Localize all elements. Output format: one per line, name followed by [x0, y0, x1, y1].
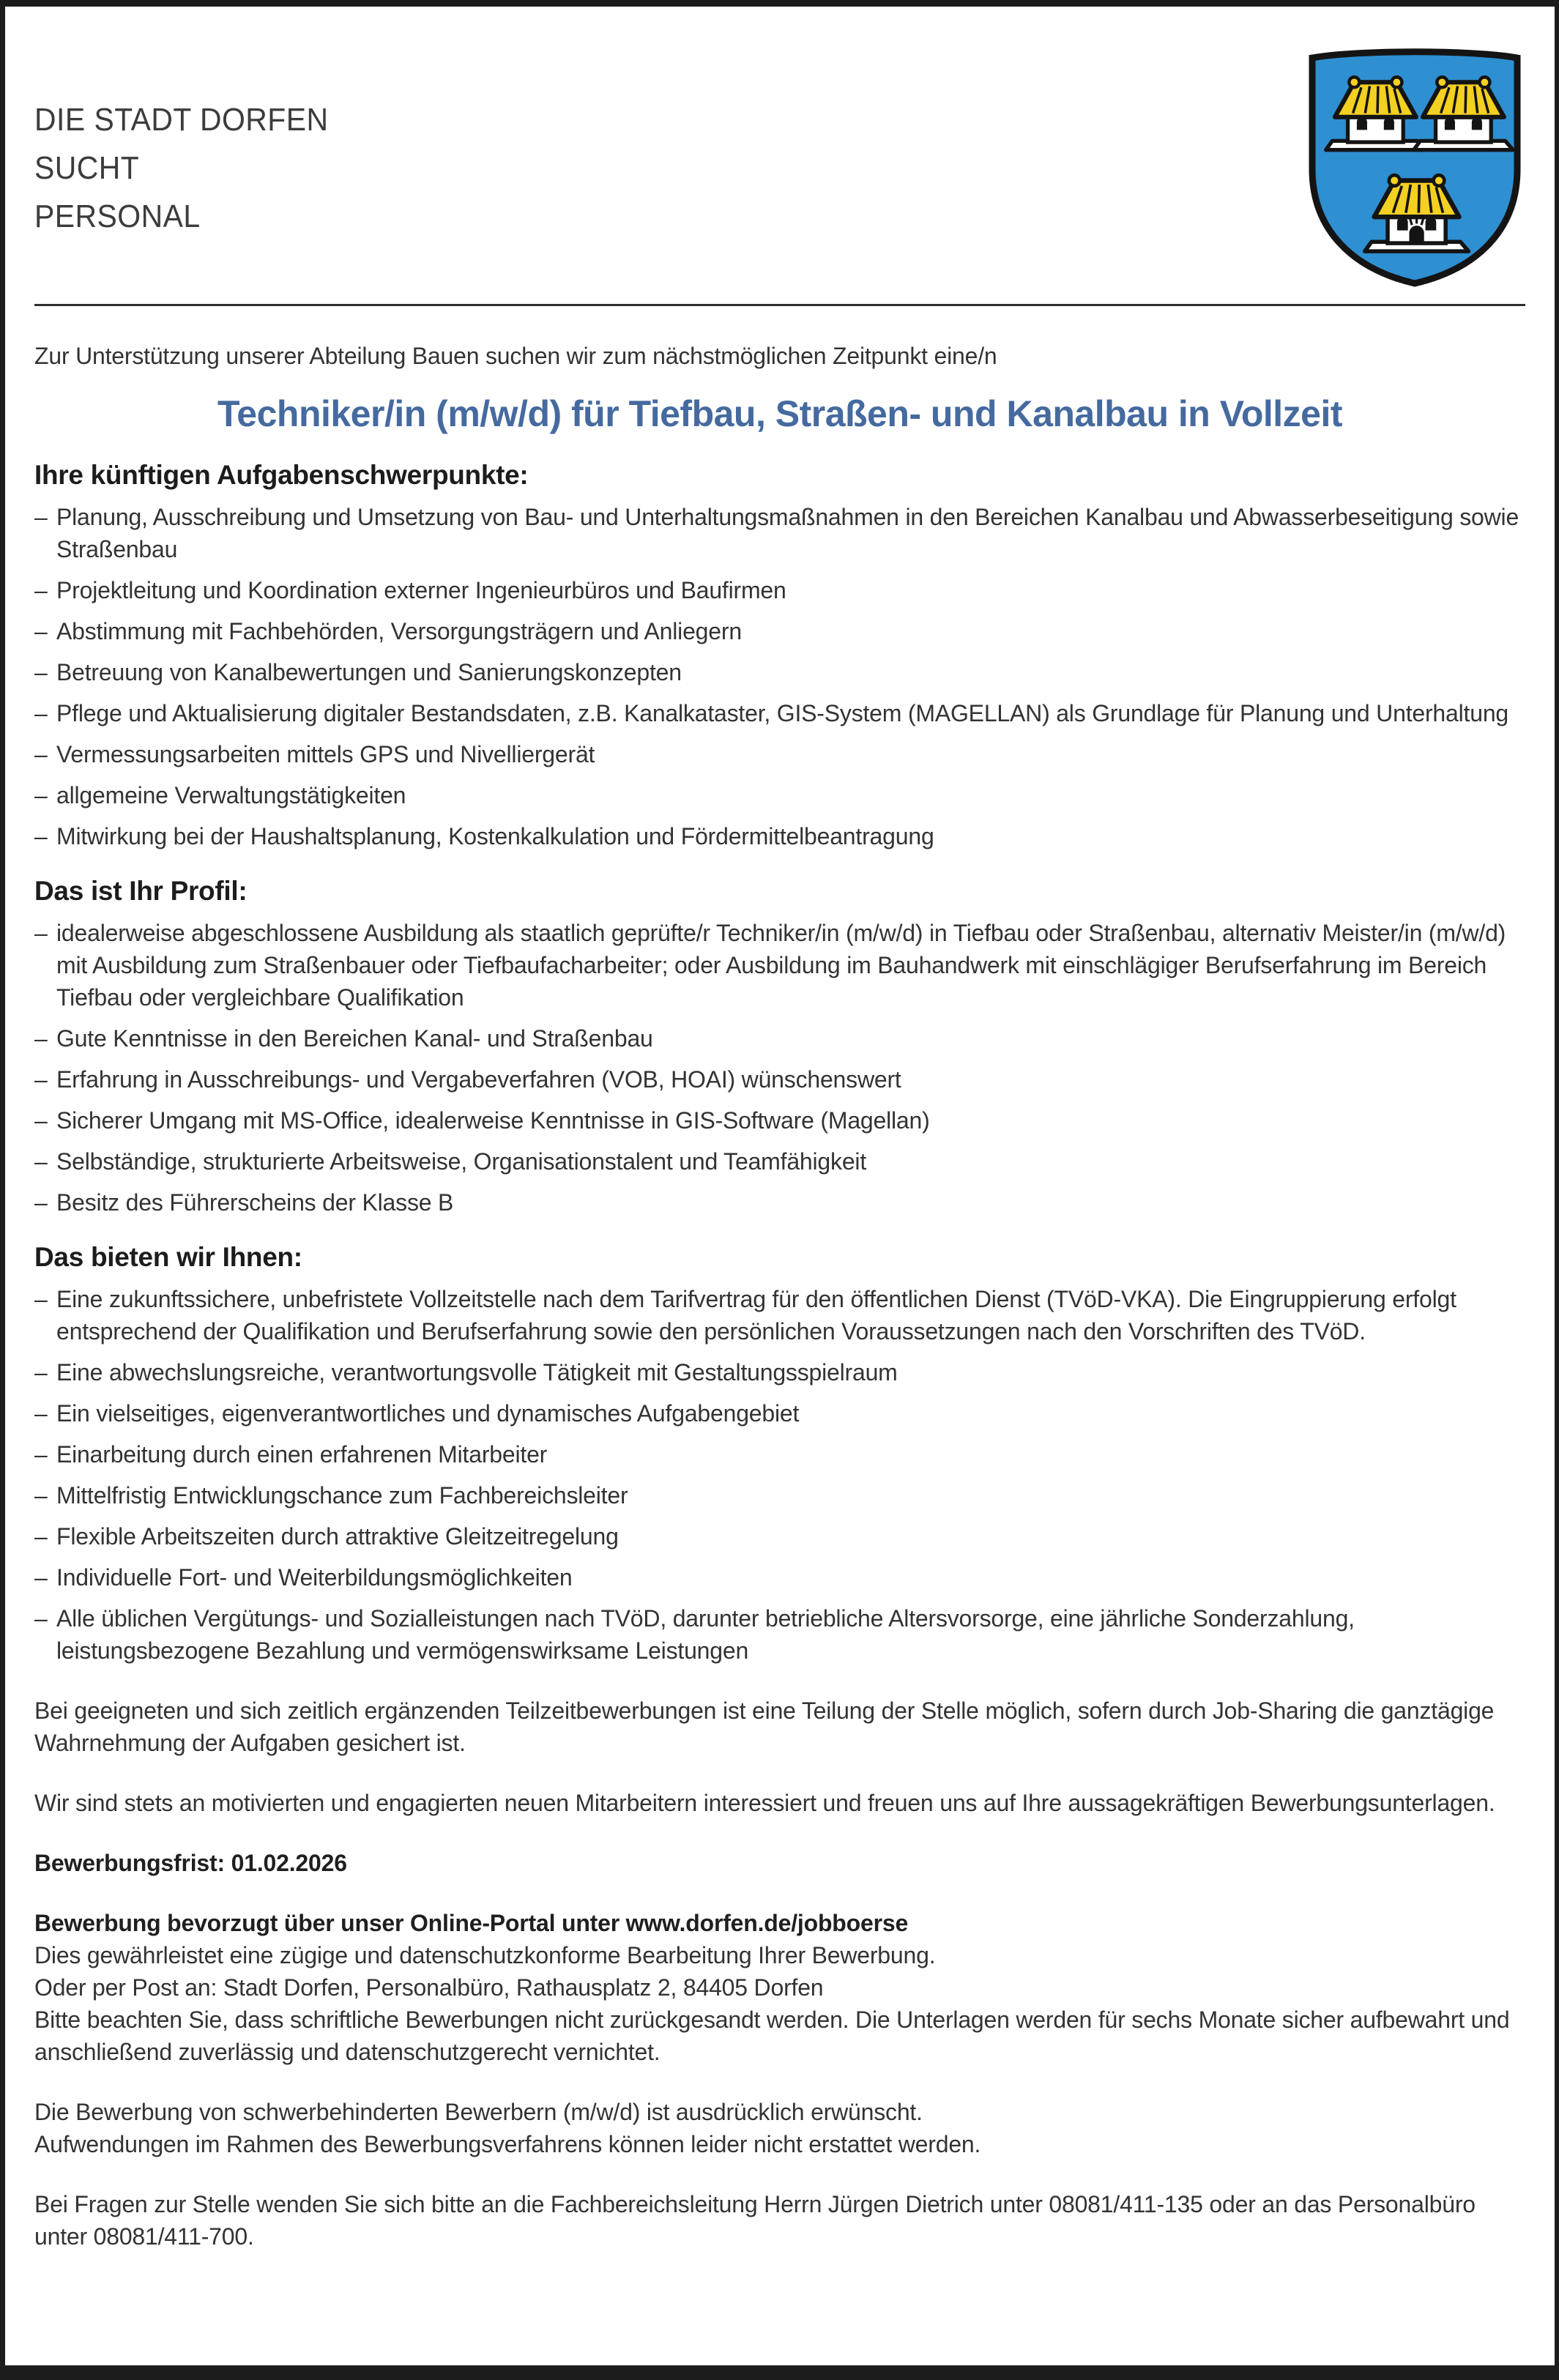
benefit-item: – Eine zukunftssichere, unbefristete Vollzeitstelle nach dem Tarifvertrag für den öffentlichen Dienst (TVöD-VKA). Die Eingruppierung erfolgt entsprechend der Qualifikation und Berufserfahrung sowie den persönlichen Voraussetzungen nach den Vorschriften des TVöD.: [34, 1283, 1525, 1347]
benefits-list: [34, 1283, 1525, 1667]
application-deadline: Bewerbungsfrist: 01.02.2026: [34, 1850, 347, 1876]
profile-item: – Selbständige, strukturierte Arbeitsweise, Organisationstalent und Teamfähigkeit: [34, 1145, 1525, 1178]
benefit-item: – Individuelle Fort- und Weiterbildungsmöglichkeiten: [34, 1561, 1525, 1594]
brand-line: SUCHT: [34, 150, 140, 186]
apply-note: Dies gewährleistet eine zügige und datenschutzkonforme Bearbeitung Ihrer Bewerbung.: [34, 1942, 936, 1968]
task-item: – Vermessungsarbeiten mittels GPS und Nivelliergerät: [34, 738, 1525, 770]
brand-line: DIE STADT DORFEN: [34, 102, 329, 138]
benefit-item: – Alle üblichen Vergütungs- und Sozialleistungen nach TVöD, darunter betriebliche Altersvorsorge, eine jährliche Sonderzahlung, leistungsbezogene Bezahlung und vermögenswirksame Leistungen: [34, 1602, 1525, 1667]
profile-item: – Sicherer Umgang mit MS-Office, idealerweise Kenntnisse in GIS-Software (Magellan): [34, 1104, 1525, 1137]
intro-text: Zur Unterstützung unserer Abteilung Bauen suchen wir zum nächstmöglichen Zeitpunkt eine/n: [34, 343, 997, 369]
task-item: – Betreuung von Kanalbewertungen und Sanierungskonzepten: [34, 656, 1525, 688]
task-item: – Projektleitung und Koordination externer Ingenieurbüros und Baufirmen: [34, 574, 1525, 606]
profile-item: – idealerweise abgeschlossene Ausbildung als staatlich geprüfte/r Techniker/in (m/w/d) in Tiefbau oder Straßenbau, alternativ Meister/in (m/w/d) mit Ausbildung zum Straßenbauer oder Tiefbaufacharbeiter; oder Ausbildung im Bauhandwerk mit einschlägiger Berufserfahrung im Bereich Tiefbau oder vergleichbare Qualifikation: [34, 917, 1525, 1014]
benefit-item: – Ein vielseitiges, eigenverantwortliches und dynamisches Aufgabengebiet: [34, 1397, 1525, 1429]
task-item: – allgemeine Verwaltungstätigkeiten: [34, 779, 1525, 811]
task-item: – Mitwirkung bei der Haushaltsplanung, Kostenkalkulation und Fördermittelbeantragung: [34, 820, 1525, 852]
brand-header: [34, 7, 1421, 241]
jobboerse-link[interactable]: www.dorfen.de/jobboerse: [625, 1910, 909, 1936]
task-item: – Abstimmung mit Fachbehörden, Versorgungsträgern und Anliegern: [34, 615, 1525, 647]
profile-item: – Besitz des Führerscheins der Klasse B: [34, 1186, 1525, 1219]
benefit-item: – Flexible Arbeitszeiten durch attraktive Gleitzeitregelung: [34, 1520, 1525, 1552]
disabled-applicants-note: Die Bewerbung von schwerbehinderten Bewerbern (m/w/d) ist ausdrücklich erwünscht.: [34, 2099, 923, 2125]
postal-address-line: Oder per Post an: Stadt Dorfen, Personalbüro, Rathausplatz 2, 84405 Dorfen: [34, 1974, 824, 2001]
interest-note: Wir sind stets an motivierten und engagierten neuen Mitarbeitern interessiert und freuen uns auf Ihre aussagekräftigen Bewerbungsunterlagen.: [34, 1790, 1495, 1816]
job-title: Techniker/in (m/w/d) für Tiefbau, Straßen- und Kanalbau in Vollzeit: [217, 393, 1343, 434]
profile-item: – Erfahrung in Ausschreibungs- und Vergabeverfahren (VOB, HOAI) wünschenswert: [34, 1063, 1525, 1096]
brand-line: PERSONAL: [34, 198, 201, 234]
apply-online-line: [34, 1907, 1525, 1939]
section-heading-benefits: Das bieten wir Ihnen:: [34, 1242, 302, 1272]
tasks-list: [34, 501, 1525, 852]
profile-item: – Gute Kenntnisse in den Bereichen Kanal- und Straßenbau: [34, 1022, 1525, 1055]
expenses-note: Aufwendungen im Rahmen des Bewerbungsverfahrens können leider nicht erstattet werden.: [34, 2131, 981, 2157]
section-heading-tasks: Ihre künftigen Aufgabenschwerpunkte:: [34, 460, 529, 490]
section-heading-profile: Das ist Ihr Profil:: [34, 876, 248, 906]
apply-online-prefix: Bewerbung bevorzugt über unser Online-Portal unter: [34, 1910, 626, 1936]
task-item: – Pflege und Aktualisierung digitaler Bestandsdaten, z.B. Kanalkataster, GIS-System (MAGELLAN) als Grundlage für Planung und Unterhaltung: [34, 697, 1525, 729]
profile-list: [34, 917, 1525, 1219]
benefit-item: – Eine abwechslungsreiche, verantwortungsvolle Tätigkeit mit Gestaltungsspielraum: [34, 1356, 1525, 1388]
task-item: – Planung, Ausschreibung und Umsetzung von Bau- und Unterhaltungsmaßnahmen in den Bereichen Kanalbau und Abwasserbeseitigung sowie Straßenbau: [34, 501, 1525, 565]
benefit-item: – Mittelfristig Entwicklungschance zum Fachbereichsleiter: [34, 1479, 1525, 1511]
return-note: Bitte beachten Sie, dass schriftliche Bewerbungen nicht zurückgesandt werden. Die Unterlagen werden für sechs Monate sicher aufbewahrt und anschließend zuverlässig und datenschutzgerecht vernichtet.: [34, 2007, 1510, 2065]
header-divider: [34, 304, 1525, 306]
benefit-item: – Einarbeitung durch einen erfahrenen Mitarbeiter: [34, 1438, 1525, 1470]
contact-note: Bei Fragen zur Stelle wenden Sie sich bitte an die Fachbereichsleitung Herrn Jürgen Dietrich unter 08081/411-135 oder an das Personalbüro unter 08081/411-700.: [34, 2191, 1476, 2250]
job-sharing-note: Bei geeigneten und sich zeitlich ergänzenden Teilzeitbewerbungen ist eine Teilung der Stelle möglich, sofern durch Job-Sharing die ganztägige Wahrnehmung der Aufgaben gesichert ist.: [34, 1697, 1495, 1756]
